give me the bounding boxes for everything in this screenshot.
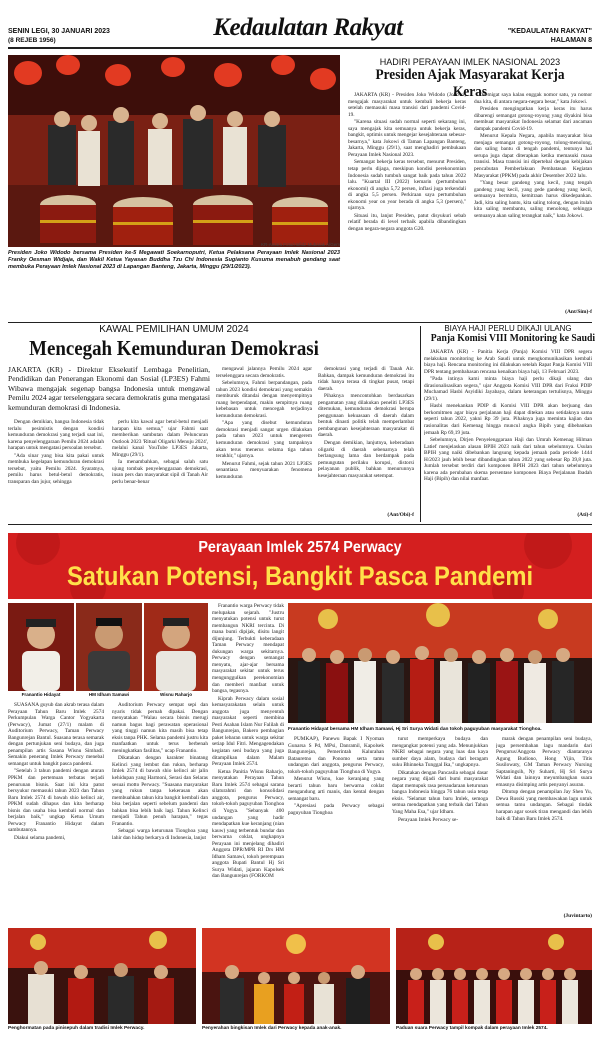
story2-col3-p2: Sebelumnya, Fahmi berpandangan, pada tahun 2023 kondisi demokrasi yang semakin memburuk ditandai dengan menyempitnya ruang berpendapat, makin sempitnya ruang kebebasan untuk mencegah terjadinya kemunduran demokrasi. — [216, 380, 312, 419]
story4-main-photo — [288, 603, 592, 723]
story3-kicker: BIAYA HAJI PERLU DIKAJI ULANG — [444, 324, 572, 333]
story4-colD-p2: Menurut Wisnu, kue keranjang yang berarti tahun baru berwarna coklat mengandung arti manis, dan kental dengan semangat baru. — [288, 776, 384, 802]
story2-col1-p2: "Ada sinar yang bisa kita pakai untuk membuka kegelapan kemunduran demokrasi tersebut, yaitu Pemilu 2024. Syaratnya, pemilu harus betul-betul demokratis, transparan dan jujur, sehingga — [8, 452, 104, 485]
story4-colE-p3: Perayaan Imlek Perwacy se- — [398, 816, 459, 823]
group-photo — [288, 603, 592, 723]
masthead-rule — [8, 47, 592, 49]
story1-col1-p4: Situasi itu, lanjut Presiden, patut disyukuri sebab relatif berada di level terbaik apabila dibandingkan dengan negara-negara anggota G20. — [348, 212, 466, 232]
masthead — [8, 4, 592, 44]
portrait-photo-1 — [8, 603, 74, 691]
portrait-idham — [76, 603, 142, 691]
story2-col4 — [318, 366, 414, 512]
story4-colE-p2: Dikatakan dengan Pancasila sebagai dasar negara yang dijadi dari bumi masyarakat dapat memupuk rasa persaudaraan keturunan bangsa Indonesia hingga 76 tahun usia tetap eksis. "Selamat tahun baru Imlek, semoga semua mendapatkan yang terbaik dari Tahun Yang Maha Esa," ujar Idham. — [392, 769, 488, 816]
story1-headline: Presiden Ajak Masyarakat Kerja Keras — [375, 67, 565, 100]
story2-col4-p2: Pihaknya mencontohkan berdasarkan pengamatan yang dilakukan peneliti LP3ES ditemukan, kemunduran demokrasi berupa penggunaan kekuasaan di daerah dalam bentuk dinasti politik telah memperlambat pembangunan kesejahteraan masyarakat di daerah. — [318, 393, 414, 439]
story4-colD-p3: "Apresiasi pada Perwacy sebagai paguyuban Tionghoa — [288, 803, 384, 817]
choir-photo — [396, 928, 592, 1024]
story4-colB — [112, 702, 208, 924]
story4-signature: (Juvintarto) — [563, 913, 592, 919]
story3-p1: JAKARTA (KR) - Panitia Kerja (Panja) Komisi VIII DPR segera melakukan monitoring ke Arab Saudi untuk mengkomunikasikan kembali biaya haji. Rencana monitoring ini dilakukan setelah Rapat Panja Komisi VIII DPR tentang pembahasan rencana kenaikan biaya haji, 13 Februari 2023. — [424, 349, 592, 375]
story4-colF-p2: Ditutup dengan penampilan Jay Shen Yu, Dewa Russki yang membawakan lagu untuk semua tamu undangan. Sebagai tindak harapan agar sosok tiran mengandi dan lebih baik di Tahun Baru Imlek 2574. — [496, 789, 592, 822]
story4-colE-p1: turut memperkaya budaya dan mengangkat potensi yang ada. Menunjukkan NKRI sebagai negara yang luas dan kaya sumber daya alam, budaya dari beragam suku Bhinneka Tunggal Ika," ungkapnya. — [392, 736, 488, 769]
imlek-ceremony-photo — [8, 55, 340, 247]
story2-col2-p1: perlu kita kawal agar betul-betul menjadi harapan kita semua," ujar Fahmi saat memberikan sambutan dalam Peluncuran Outlook 2023 'Ritual Oligarki Menuju 2024', melalui kanal YouTube LP3ES Jakarta, Minggu (29/1). — [112, 419, 208, 458]
story1-col2-p4: "Yang besar gandeng yang kecil, yang tengah gandeng yang kecil, yang gede gandeng yang kecil, semuanya bermitra, kemitraan harus dikedepankan. Jadi, kita saling bantu, kita saling tolong, dengan itulah kita saling membantu, saling menolong, sehingga semuanya akan saling terangkat naik," kata Jokowi. — [474, 180, 592, 219]
portrait-name-1: Franantio Hidayat — [21, 692, 61, 697]
story2-headline: Mencegah Kemunduran Demokrasi — [29, 336, 319, 360]
story4-colB-p2: Dikatakan dengan karakter binatang Kelinci yang lembut dan rukun, berharap Imlek 2574 di bawah shio kelinci air jalin kehidupan yang Harmoni, Serasi dan Selaras sesuai motto Perwacy. "Suasana masyarakat yang rukun tanpa kekerasan akan membuahkan tahun kita bangkit kembali dan bisa berjalan seperti sebelum pandemi dan bahkan bisa lebih baik lagi. Tahun Kelinci menjadi Tahun penuh harapan," tegas Franantio. — [112, 755, 208, 827]
story1-col2 — [474, 92, 592, 310]
bottom-caption-1: Penghormatan pada pinisepuh dalam tradisi Imlek Perwacy. — [8, 1026, 145, 1031]
elders-honor-photo — [8, 928, 196, 1024]
story2-col4-p1: demokrasi yang terjadi di Tanah Air. Bahkan, dampak kemunduran demokrasi itu tidak hanya terasa di tingkat pusat, tetapi daerah. — [318, 366, 414, 392]
story1-col1-p3: Semangat bekerja keras tersebut, menurut Presiden, tetap perlu dijaga, meskipun kondisi perekonomian Indonesia sudah tumbuh sangat baik pada tahun 2022 lalu. "Kuartal III (2022) kemarin (pertumbuhan ekonomi) di angka 5,72 persen, inflasi juga terkendali di angka 5,5 persen. Perkiraan saya pertumbuhan ekonomi year on year berada di angka 5,3 (persen)," ujarnya. — [348, 159, 466, 212]
story2-col3-p1: mengawal jalannya Pemilu 2024 agar terselenggara secara demokratis. — [216, 366, 312, 379]
story1-col2-p3: Menurut Kepala Negara, apabila masyarakat bisa menjaga semangat gotong-royong, tolong-menolong, dan saling bantu di tengah pandemi, tentunya hal serupa juga dapat diterapkan ketika memasuki masa transisi. Masa transisi ini dipertebal dengan kebijakan pencabutan Pemberlakuan Pembatasan Kegiatan Masyarakat (PPKM) pada akhir Desember 2022 lalu. — [474, 133, 592, 179]
story1-col1-p1: JAKARTA (KR) - Presiden Joko Widodo (Jokowi) mengajak masyarakat untuk kembali bekerja keras setelah memasuki masa transisi dari pandemi Covid-19. — [348, 92, 466, 118]
story2-col3 — [216, 366, 312, 521]
story2-col3-p3: "Apa yang disebut kemunduran demokrasi menjadi sangat urgen dilakukan pada tahun 2023 untuk mengerem kemunduran demokrasi yang tampaknya akan terus menerus selama tiga tahun terakhir," ujarnya. — [216, 420, 312, 460]
banner-subtitle: Perayaan Imlek 2574 Perwacy — [198, 539, 402, 556]
story1-col2-p2: Presiden mengingatkan kerja keras itu harus dibarengi semangat gotong-royong yang diyakini bisa membuat masyarakat Indonesia selamat dari ancaman dampak pandemi Covid-19. — [474, 106, 592, 132]
bottom-photo-2 — [202, 928, 390, 1024]
gift-giving-photo — [202, 928, 390, 1024]
story3-p3: Hasbi menekankan PDIP di Komisi VIII DPR akan berjuang dan berkomitmen agar biaya perjalanan haji dapat ditekan atau setidaknya sama seperti tahun 2022, yakni Rp 39 juta. Pihaknya juga meminta kajian dan rasionalitas dari Kemenag hingga muncul angka Bipih yang dibebankan jemaah Rp 69,19 juta. — [424, 403, 592, 436]
masthead-page-number: HALAMAN 8 — [550, 37, 592, 44]
story1-caption: Presiden Joko Widodo bersama Presiden ke-5 Megawati Soekarnoputri, Ketua Pelaksana Perayaan Imlek Nasional 2023 Franky Oesman Widjaja, dan Wakil Ketua Yayasan Buddha Tzu Chi Indonesia Sugianto Kusuma menabuh gendang saat membuka Perayaan Imlek Nasional 2023 di Lapangan Banteng, Jakarta, Minggu (29/1/2023). — [8, 250, 340, 270]
story1-kicker: HADIRI PERAYAAN IMLEK NASIONAL 2023 — [379, 57, 561, 67]
story3-signature: (Ati)-f — [577, 512, 592, 518]
story4-colD — [288, 736, 384, 924]
story2-divider — [420, 326, 421, 522]
portrait-wisnu — [144, 603, 208, 691]
story4-colA-p1: SUASANA guyub dan akrab terasa dalam Perayaan Tahun Baru Imlek 2574 Perkumpulan Warga Cantor Yogyakarta (Perwacy), Jumat (27/1) malam di Auditorium Perwacy, Taman Perwacy Bangunrejan Bantul. Suasana terasa semarak dengan pertunjukan seni budaya, dan juga penampilan artis Sasana Wisnu Simhadi. Semakin penerang Imlek Perwacy menebal semangat untuk bangkit pasca pandemi. — [8, 702, 104, 767]
story2-kicker: KAWAL PEMILIHAN UMUM 2024 — [99, 324, 249, 335]
story2-col1-p1: Dengan demikian, bangsa Indonesia tidak terlalu pesimistis dengan kondisi kemunduran demokrasi yang terjadi saat ini, karena penyelenggaraan Pemilu 2024 adalah harapan untuk mengatasi persoalan tersebut. — [8, 419, 104, 452]
section-rule — [8, 524, 592, 525]
masthead-publication: "KEDAULATAN RAKYAT" — [507, 28, 592, 35]
story4-colA — [8, 702, 104, 924]
story2-col3-p4: Menurut Fahmi, sejak tahun 2021 LP3ES senantiasa menyuarakan fenomena kemunduran — [216, 460, 312, 480]
portrait-photo-3 — [144, 603, 208, 691]
story2-col2-p2: Ia menambahkan, sebagai salah satu ujung tombak penyelenggaraan demokrasi, insan pers dan masyarakat sipil di Tanah Air perlu benar-benar — [112, 459, 208, 485]
story4-colC — [212, 603, 284, 923]
story1-col1-p2: "Karena situasi sudah normal seperti sekarang ini, saya mengajak kita semuanya untuk bekerja keras, bangkit, optimis untuk mengejar kesejahteraan sebesar-besarnya," kata Jokowi di Taman Lapangan Banteng, Jakarta, Minggu (29/1), saat menghadiri pembukaan Perayaan Imlek Nasional 2023. — [348, 119, 466, 158]
bottom-caption-2: Penyerahan bingkisan Imlek dari Perwacy kepada anak-anak. — [202, 1026, 342, 1031]
story1-photo-credit: KR-Antara Foto/Hafidz Mubarak A/Gem — [260, 242, 340, 247]
advertorial-banner — [8, 533, 592, 599]
banner-title: Satukan Potensi, Bangkit Pasca Pandemi — [66, 561, 534, 591]
story4-colF — [496, 736, 592, 912]
story2-col1 — [8, 419, 104, 519]
story1-signature: (Ant/Sim)-f — [565, 309, 592, 315]
story2-signature: (Ant/Obi)-f — [387, 512, 414, 518]
story3-p2: "Pada intinya kami minta biaya haji perlu dikaji ulang dan dirasionalisasikan segera," ujar Anggota Komisi VIII DPR dari Fraksi PDIP Muchamad Hasbi Asyidiki Jayabaya, dalam keterangan tertulisnya, Minggu (29/1). — [424, 376, 592, 402]
bottom-photo-3 — [396, 928, 592, 1024]
portrait-franantio — [8, 603, 74, 691]
story4-colC-p2: Kiprah Perwacy dalam sosial kemasyarakatan selain untuk anggota juga menyentuh masyarakat seperti membina Pesti Asahan Islam Nur Falilah di Bangunrejan, Bakero pembagian paket lebaran untuk warga sekitar setiap Idul Fitri. Mengagendakan kegiatan seni budaya yang juga ditampilkan dalam Malam Perayaan Imlek 2574. — [212, 695, 284, 768]
story4-colB-p3: Sebagai warga keturunan Tionghoa yang lahir dan hidup berkarya di Indonesia, lanjut — [112, 828, 208, 841]
story3-p4: Sebelumnya, Dirjen Penyelenggaraan Haji dan Umrah Kemenag Hilman Latief menjelaskan alasan BPIH 2023 naik dari tahun sebelumnya. Usulan BPIH yang naiki dibebankan langsung kepada jemaah pada periode 1444 H/2023 jauh lebih besar dibandingkan tahun 2022 yang sebesar Rp 39,8 juta. Jumlah tersebut terdiri dari komponen BPIH 2023 dari tahun sebelumnya karena ada perubahan skema persentase komponen Biaya Perjalanan Ibadah Haji (Bipih) dan nilai manfaat. — [424, 437, 592, 483]
masthead-logo: Kedaulatan Rakyat — [213, 14, 403, 41]
story2-col4-p3: Dengan demikian, lanjutnya, keberadaan oligarki di daerah sebenarnya telah berlangsung lama dan berdampak pada pemungutan perilaku korupsi, distorsi pelayanan publik, bahkan menurunnya kesejahteraan masyarakat setempat. — [318, 440, 414, 479]
story4-colA-p3: Diakui selama pandemi, — [14, 834, 66, 841]
story1-col2-p1: "Semigat saya kalau enggak nomor satu, ya nomor dua kita, di antara negara-negara besar," kata Jokowi. — [474, 92, 592, 105]
story4-colA-p2: "Setelah 3 tahun pandemi dengan aturan PPKM dan pertemuan terbatas terjadi penurunan bisnis. Saat ini kita patut bersyukur memasuki tahun 2023 dan Tahun Baru Imlek 2574 di bawah shio kelinci air, PPKM sudah dihapus dan kita berharap bisnis dan usaha bisa kembali normal dan berjalan baik," ungkap Ketua Umum Perwacy Franantio Hidayat dalam sambutannya. — [8, 768, 104, 834]
story4-colC-p1: Franantio warga Perwacy tidak melupakan sejarah. "Justru menyatukan potensi untuk turut membangun NKRI tercinta. Di mana bumi dipijak, disitu langit dijunjung. Terbukti keberadaan Taman Perwacy mendapat dukungan warga sekitarnya. Perwacy dengan semangat menyatu, ajar-ajar bersama masyarakat sekitar untuk terus mengunggulkan perekonomian dan memberi manfaat untuk bangsa, tegasnya. — [212, 603, 284, 695]
portrait-photo-2 — [76, 603, 142, 691]
portrait-name-3: Wisnu Raharjo — [159, 692, 193, 697]
story2-col2 — [112, 419, 208, 519]
masthead-hijri: (8 REJEB 1956) — [8, 37, 56, 44]
bottom-photo-1 — [8, 928, 196, 1024]
story1-col1 — [348, 92, 466, 317]
story4-colB-p1: Auditorium Perwacy sempat sepi dan nyaris tidak pernah dipakai. Dengan menyatakan "Walau secara bisnis merugi namun bagus bagi perawatan operasional yang tinggi namun kita masih bisa tetap eksis tanpa PHK. Selama pandemi justru kita manfaatkan untuk terus berbenah meningkatkan fasilitas," ucap Franantio. — [112, 702, 208, 754]
story2-lead: JAKARTA (KR) - Direktur Eksekutif Lembaga Penelitian, Pendidikan dan Penerangan Ekonomi dan Sosial (LP3ES) Fahmi Wibawa mengajak segenap bangsa Indonesia untuk mengawal Pemilu 2024 agar terselenggara secara demokratis guna mengatasi kemunduran demokrasi di Indonesia. — [8, 365, 210, 412]
story1-photo — [8, 55, 340, 247]
story3-body — [424, 349, 592, 513]
masthead-date: SENIN LEGI, 30 JANUARI 2023 — [8, 28, 110, 35]
story3-headline: Panja Komisi VIII Monitoring ke Saudi — [430, 333, 596, 344]
story4-colD-p1: PUMKAP), Panewu Bapak I Nyoman Gunarsa S Pd, MPsi, Danramil, Kapolsek Bangunrejan, Pemerintah Kalurahan Batauretno dan Ponomo serta tamu undangan dari anggota, pengurus Perwacy, tokoh-tokoh paguyuban Tionghoa di Yogya. — [288, 736, 384, 775]
story4-colC-p3: Ketua Panitia Wisnu Raharjo, menyatakan Perayaan Tahun Baru Imlek 2574 sebagai sarana silaturahmi dan konsolidasi anggota, pengurus Perwacy, tokoh-tokoh paguyuban Tionghoa di Yogya. "Sebanyak 400 undangan yang hadir mendapatkan kue keranjang (nian kauw) yang terbentuk bundar dan berwarna coklat, ungkapnya Perayaan ini menjelang dihadiri Anggota DPR/MPR RI Drs HM Idham Samawi, tokoh perempuan anggota Bupati Bantul Hj Sri Surya Widati, jajaran Kapolsek dan Bangunrejan (FORKOM — [212, 768, 284, 880]
story4-colE — [392, 736, 488, 924]
story1-rule — [8, 322, 592, 323]
bottom-caption-3: Paduan suara Perwacy tampil kompak dalam perayaan Imlek 2574. — [396, 1026, 548, 1031]
portrait-name-2: HM Idham Samawi — [88, 692, 130, 697]
story4-main-caption: Franantio Hidayat bersama HM Idham Samawi, Hj Sri Surya Widati dan tokoh paguyuban masyarakat Tionghoa. — [288, 727, 542, 732]
story4-colF-p1: marak dengan penampilan seni budaya, juga persembahan lagu mandarin dari Pengurus/Anggota Perwacy diantaranya Agung Budiono, Hong Yijin, Titis Susilowaty, GM Taman Perwacy Nursing Saptaningsih, Ny Suharti, Hj Sri Surya Widati dan lainnya meyumbangkan suara emasnya disimping artis penyanyi asuran. — [496, 736, 592, 788]
